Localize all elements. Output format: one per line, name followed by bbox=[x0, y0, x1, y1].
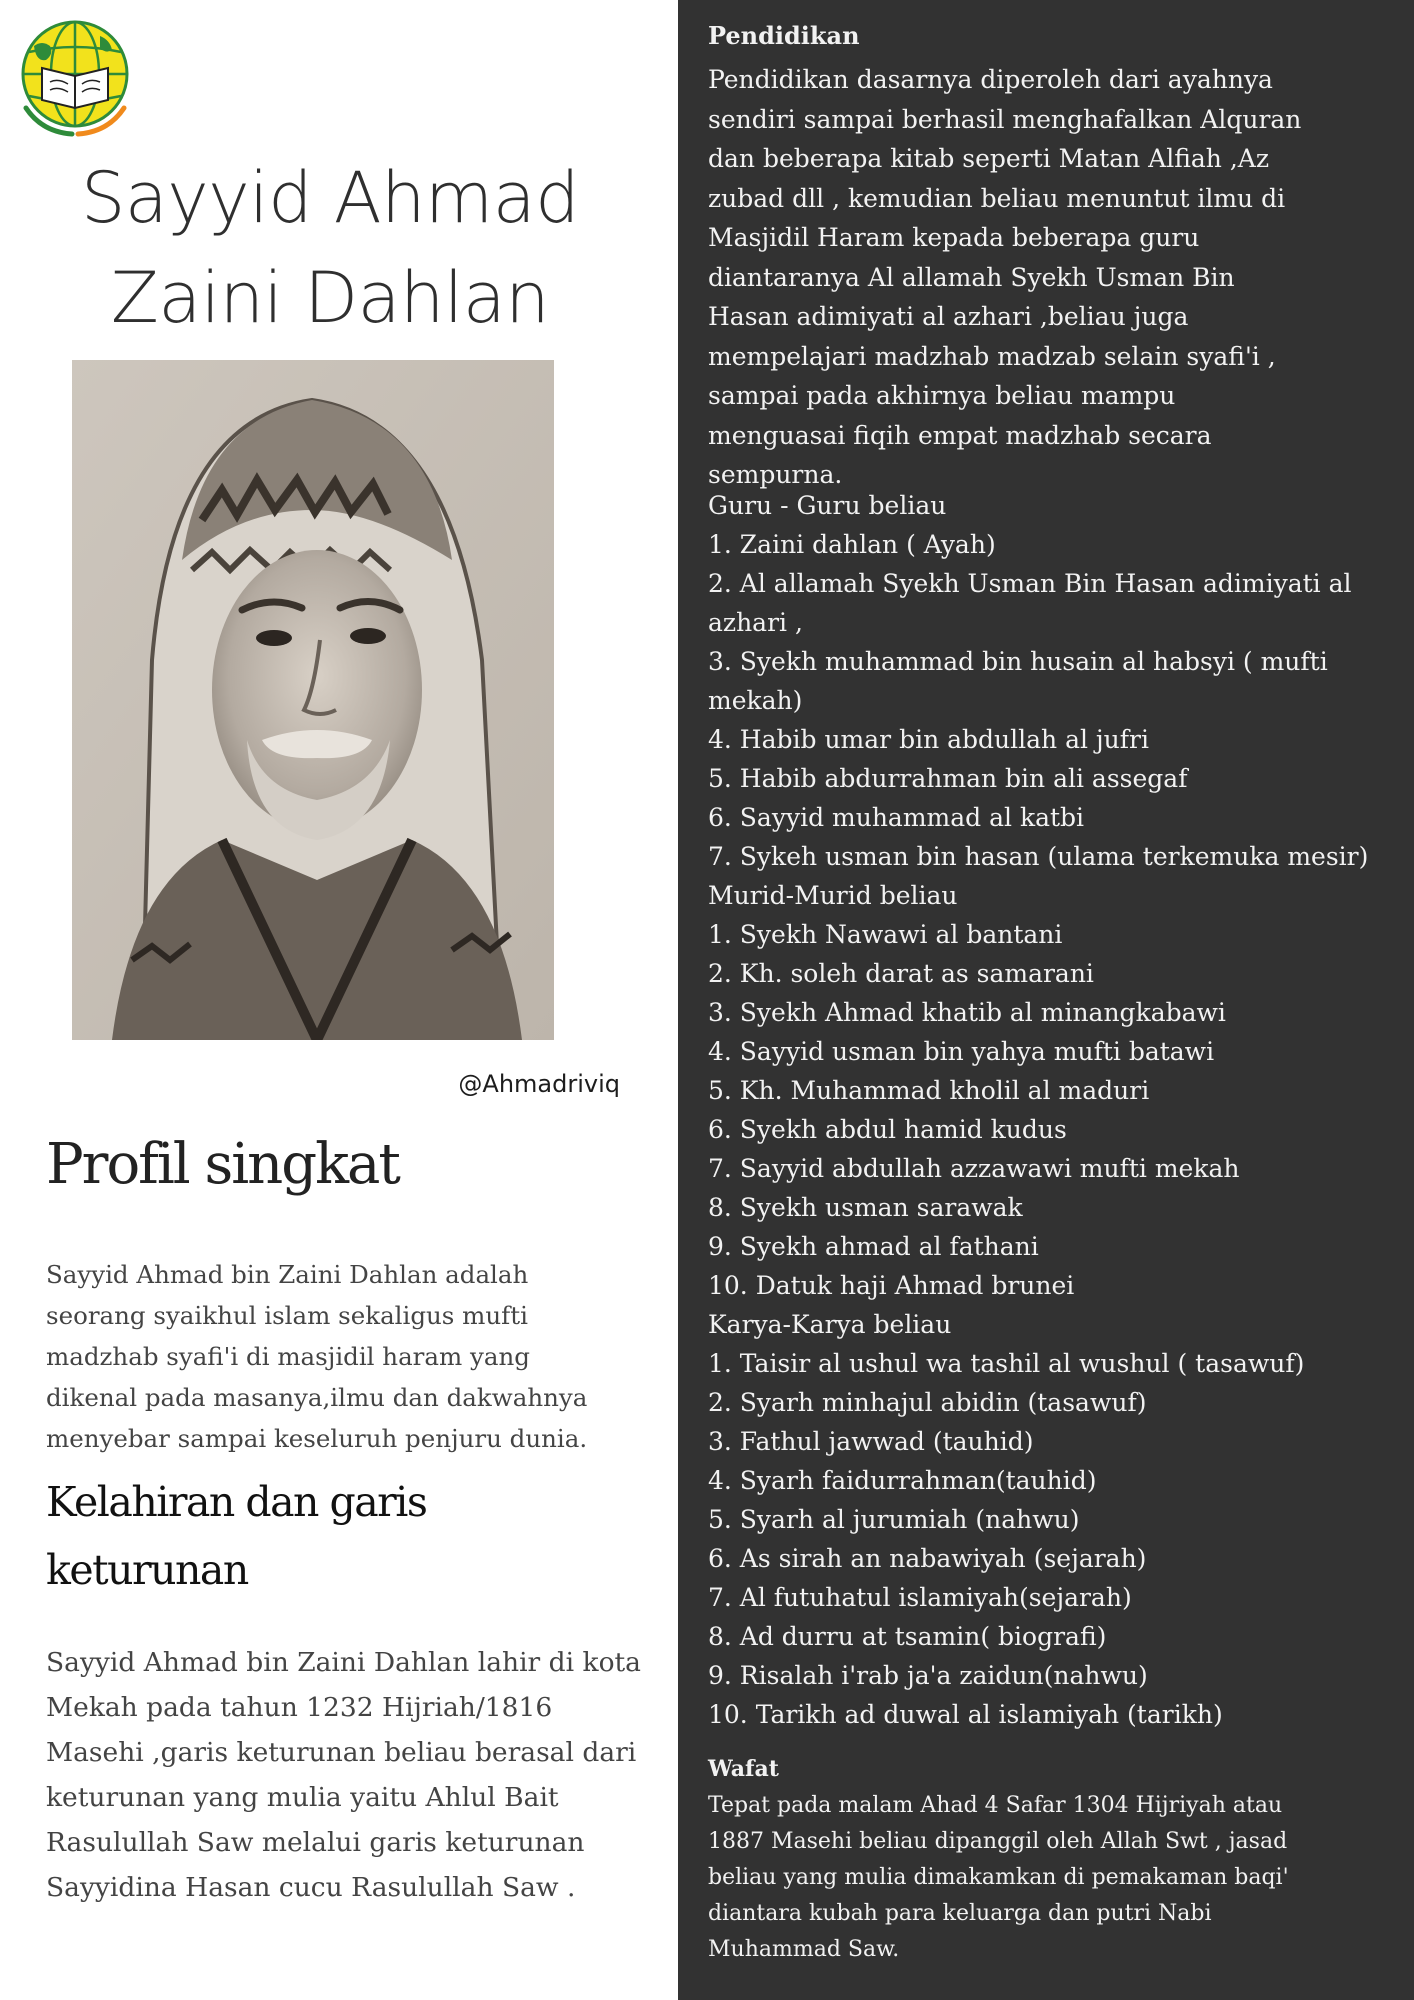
birth-text: Sayyid Ahmad bin Zaini Dahlan lahir di kota Mekah pada tahun 1232 Hijriah/1816 Masehi ,garis keturunan beliau berasal dari keturunan yang mulia yaitu Ahlul Bait Rasulullah Saw melalui garis keturunan Sayyidina Hasan cucu Rasulullah Saw . bbox=[46, 1647, 641, 1903]
list-item: 2. Kh. soleh darat as samarani bbox=[708, 959, 1094, 988]
students-heading: Murid-Murid beliau bbox=[708, 881, 958, 910]
portrait-photo bbox=[72, 360, 554, 1040]
list-item: 4. Sayyid usman bin yahya mufti batawi bbox=[708, 1037, 1215, 1066]
title-line-2: Zaini Dahlan bbox=[110, 257, 550, 339]
list-item: 8. Syekh usman sarawak bbox=[708, 1193, 1023, 1222]
list-item: 3. Syekh Ahmad khatib al minangkabawi bbox=[708, 998, 1226, 1027]
teachers-heading: Guru - Guru beliau bbox=[708, 491, 947, 520]
profile-heading: Profil singkat bbox=[46, 1132, 399, 1197]
list-item: 1. Taisir al ushul wa tashil al wushul ( tasawuf) bbox=[708, 1349, 1305, 1378]
death-heading: Wafat bbox=[708, 1756, 779, 1782]
teachers-section bbox=[708, 486, 1408, 1734]
list-item: 5. Syarh al jurumiah (nahwu) bbox=[708, 1505, 1080, 1534]
page-title bbox=[40, 148, 620, 348]
list-item: 3. Syekh muhammad bin husain al habsyi ( mufti mekah) bbox=[708, 647, 1328, 715]
list-item: 4. Habib umar bin abdullah al jufri bbox=[708, 725, 1149, 754]
globe-book-logo bbox=[12, 16, 138, 142]
list-item: 7. Sayyid abdullah azzawawi mufti mekah bbox=[708, 1154, 1240, 1183]
list-item: 8. Ad durru at tsamin( biografi) bbox=[708, 1622, 1107, 1651]
list-item: 6. Sayyid muhammad al katbi bbox=[708, 803, 1085, 832]
works-heading: Karya-Karya beliau bbox=[708, 1310, 952, 1339]
title-line-1: Sayyid Ahmad bbox=[80, 157, 580, 239]
list-item: 5. Habib abdurrahman bin ali assegaf bbox=[708, 764, 1188, 793]
education-text: Pendidikan dasarnya diperoleh dari ayahnya sendiri sampai berhasil menghafalkan Alquran dan beberapa kitab seperti Matan Alfiah ,Az zubad dll , kemudian beliau menuntut ilmu di Masjidil Haram kepada beberapa guru diantaranya Al allamah Syekh Usman Bin Hasan adimiyati al azhari ,beliau juga mempelajari madzhab madzab selain syafi'i , sampai pada akhirnya beliau mampu menguasai fiqih empat madzhab secara sempurna. bbox=[708, 65, 1302, 489]
list-item: 7. Al futuhatul islamiyah(sejarah) bbox=[708, 1583, 1132, 1612]
list-item: 6. Syekh abdul hamid kudus bbox=[708, 1115, 1067, 1144]
list-item: 4. Syarh faidurrahman(tauhid) bbox=[708, 1466, 1097, 1495]
birth-heading: Kelahiran dan garis keturunan bbox=[46, 1478, 427, 1594]
list-item: 7. Sykeh usman bin hasan (ulama terkemuka mesir) bbox=[708, 842, 1369, 871]
list-item: 2. Al allamah Syekh Usman Bin Hasan adimiyati al azhari , bbox=[708, 569, 1352, 637]
list-item: 9. Syekh ahmad al fathani bbox=[708, 1232, 1039, 1261]
list-item: 1. Syekh Nawawi al bantani bbox=[708, 920, 1063, 949]
list-item: 1. Zaini dahlan ( Ayah) bbox=[708, 530, 996, 559]
death-text: Tepat pada malam Ahad 4 Safar 1304 Hijriyah atau 1887 Masehi beliau dipanggil oleh Allah Swt , jasad beliau yang mulia dimakamkan di pemakaman baqi' diantara kubah para keluarga dan putri Nabi Muhammad Saw. bbox=[708, 1793, 1289, 1962]
list-item: 3. Fathul jawwad (tauhid) bbox=[708, 1427, 1034, 1456]
list-item: 6. As sirah an nabawiyah (sejarah) bbox=[708, 1544, 1147, 1573]
author-handle: @Ahmadriviq bbox=[458, 1070, 620, 1098]
list-item: 10. Datuk haji Ahmad brunei bbox=[708, 1271, 1075, 1300]
list-item: 5. Kh. Muhammad kholil al maduri bbox=[708, 1076, 1150, 1105]
list-item: 10. Tarikh ad duwal al islamiyah (tarikh) bbox=[708, 1700, 1223, 1729]
education-heading: Pendidikan bbox=[708, 21, 860, 50]
profile-text: Sayyid Ahmad bin Zaini Dahlan adalah seorang syaikhul islam sekaligus mufti madzhab syafi'i di masjidil haram yang dikenal pada masanya,ilmu dan dakwahnya menyebar sampai keseluruh penjuru dunia. bbox=[46, 1260, 588, 1453]
list-item: 2. Syarh minhajul abidin (tasawuf) bbox=[708, 1388, 1147, 1417]
list-item: 9. Risalah i'rab ja'a zaidun(nahwu) bbox=[708, 1661, 1148, 1690]
